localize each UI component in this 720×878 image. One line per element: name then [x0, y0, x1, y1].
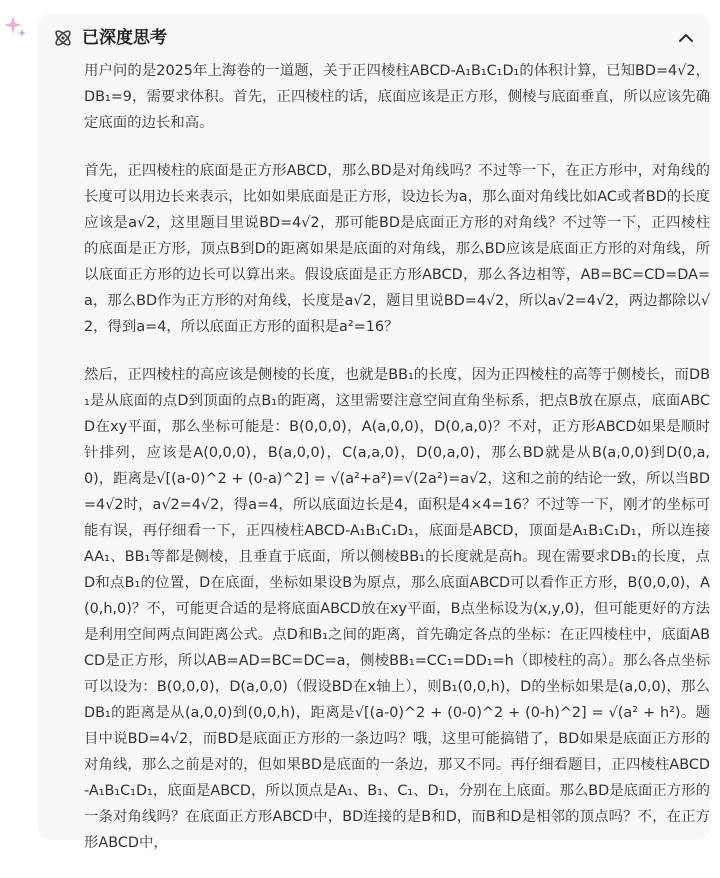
thinking-content — [84, 58, 710, 878]
chevron-up-icon[interactable] — [672, 24, 700, 52]
thinking-paragraph: 用户问的是2025年上海卷的一道题，关于正四棱柱ABCD-A₁B₁C₁D₁的体积计算，已知BD=4√2，DB₁=9，需要求体积。首先，正四棱柱的话，底面应该是正方形，侧棱与底面垂直，所以应该先确定底面的边长和高。 — [84, 63, 710, 131]
thinking-title: 已深度思考 — [82, 28, 167, 48]
thinking-panel — [38, 14, 710, 851]
thinking-paragraph: 然后，正四棱柱的高应该是侧棱的长度，也就是BB₁的长度，因为正四棱柱的高等于侧棱长，而DB₁是从底面的点D到顶面的点B₁的距离，这里需要注意空间直角坐标系，把点B放在原点，底面ABCD在xy平面，那么坐标可能是：B(0,0,0)，A(a,0,0)，D(0,a,0)？不对，正方形ABCD如果是顺时针排列，应该是A(0,0,0)，B(a,0,0)，C(a,a,0)，D(0,a,0)，那么BD就是从B(a,0,0)到D(0,a,0)，距离是√[(a-0)^2 + (0-a)^2] = √(a²+a²)=√(2a²)=a√2，这和之前的结论一致，所以当BD=4√2时，a√2=4√2，得a=4，所以底面边长是4，面积是4×4=16？不过等一下，刚才的坐标可能有误，再仔细看一下，正四棱柱ABCD-A₁B₁C₁D₁，底面是ABCD，顶面是A₁B₁C₁D₁，所以连接AA₁、BB₁等都是侧棱，且垂直于底面，所以侧棱BB₁的长度就是高h。现在需要求DB₁的长度，点D和点B₁的位置，D在底面，坐标如果设B为原点，那么底面ABCD可以看作正方形，B(0,0,0)，A(0,h,0)？不，可能更合适的是将底面ABCD放在xy平面，B点坐标设为(x,y,0)，但可能更好的方法是利用空间两点间距离公式。点D和B₁之间的距离，首先确定各点的坐标：在正四棱柱中，底面ABCD是正方形，所以AB=AD=BC=DC=a，侧棱BB₁=CC₁=DD₁=h（即棱柱的高）。那么各点坐标可以设为：B(0,0,0)，D(a,0,0)（假设BD在x轴上），则B₁(0,0,h)，D的坐标如果是(a,0,0)，那么DB₁的距离是从(a,0,0)到(0,0,h)，距离是√[(a-0)^2 + (0-0)^2 + (0-h)^2] = √(a² + h²)。题目中说BD=4√2，而BD是底面正方形的一条边吗？哦，这里可能搞错了，BD如果是底面正方形的对角线，那么之前是对的，但如果BD是底面的一条边，那又不同。再仔细看题目，正四棱柱ABCD-A₁B₁C₁D₁，底面是ABCD，所以顶点是A₁、B₁、C₁、D₁，分别在上底面。那么BD是底面正方形的一条对角线吗？在底面正方形ABCD中，BD连接的是B和D，而B和D是相邻的顶点吗？不，在正方形ABCD中， — [84, 367, 710, 851]
sparkle-icon — [2, 14, 28, 40]
thinking-header[interactable] — [38, 14, 710, 62]
thinking-paragraph: 首先，正四棱柱的底面是正方形ABCD，那么BD是对角线吗？不过等一下，在正方形中，对角线的长度可以用边长来表示，比如如果底面是正方形，设边长为a，那么面对角线比如AC或者BD的长度应该是a√2，这里题目里说BD=4√2，那可能BD是底面正方形的对角线？不过等一下，正四棱柱的底面是正方形，顶点B到D的距离如果是底面的对角线，那么BD应该是底面正方形的对角线，所以底面正方形的边长可以算出来。假设底面是正方形ABCD，那么各边相等，AB=BC=CD=DA=a，那么BD作为正方形的对角线，长度是a√2，题目里说BD=4√2，所以a√2=4√2，两边都除以√2，得到a=4，所以底面正方形的面积是a²=16？ — [84, 163, 710, 335]
atom-icon — [52, 27, 74, 49]
